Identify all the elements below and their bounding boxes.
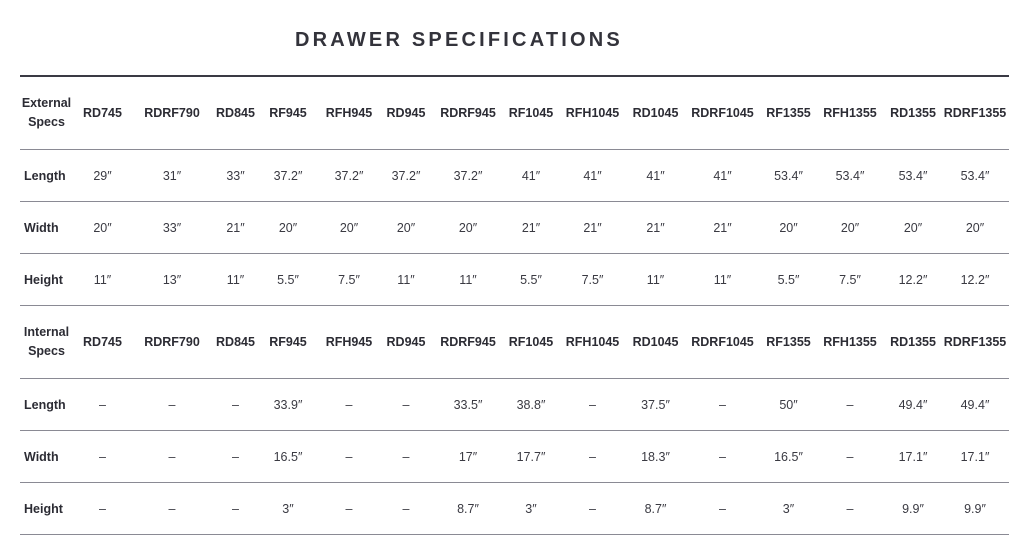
table-cell: 5.5″ <box>505 254 557 306</box>
table-cell: 20″ <box>815 202 885 254</box>
table-cell: – <box>815 483 885 535</box>
model-header: RD1045 <box>628 306 683 379</box>
table-cell: 3″ <box>762 483 815 535</box>
table-cell: 53.4″ <box>885 150 941 202</box>
model-header: RDRF1045 <box>683 306 762 379</box>
table-cell: 21″ <box>212 202 259 254</box>
row-label: Length <box>20 379 73 431</box>
model-header: RF1355 <box>762 306 815 379</box>
model-header: RDRF1045 <box>683 76 762 150</box>
table-cell: 41″ <box>683 150 762 202</box>
table-cell: – <box>212 379 259 431</box>
table-cell: 5.5″ <box>259 254 317 306</box>
table-cell: – <box>132 483 212 535</box>
table-cell: 33.9″ <box>259 379 317 431</box>
table-cell: 21″ <box>557 202 628 254</box>
table-cell: 5.5″ <box>762 254 815 306</box>
model-header: RFH1045 <box>557 76 628 150</box>
model-header: RD745 <box>73 306 132 379</box>
table-cell: 20″ <box>431 202 505 254</box>
table-cell: – <box>132 431 212 483</box>
table-cell: 37.2″ <box>317 150 381 202</box>
table-cell: 18.3″ <box>628 431 683 483</box>
table-cell: 17.7″ <box>505 431 557 483</box>
table-cell: – <box>73 483 132 535</box>
table-cell: 8.7″ <box>628 483 683 535</box>
table-cell: 11″ <box>212 254 259 306</box>
model-header: RDRF790 <box>132 306 212 379</box>
model-header: RD945 <box>381 76 431 150</box>
table-cell: – <box>317 431 381 483</box>
model-header: RD1045 <box>628 76 683 150</box>
model-header: RF1045 <box>505 76 557 150</box>
table-cell: 7.5″ <box>557 254 628 306</box>
table-cell: 21″ <box>683 202 762 254</box>
table-cell: – <box>557 379 628 431</box>
table-cell: – <box>212 483 259 535</box>
table-cell: 20″ <box>885 202 941 254</box>
section-header-row <box>20 76 1009 150</box>
table-cell: – <box>381 379 431 431</box>
model-header: RFH945 <box>317 306 381 379</box>
table-cell: – <box>381 483 431 535</box>
table-cell: 41″ <box>505 150 557 202</box>
model-header: RFH1355 <box>815 76 885 150</box>
table-cell: – <box>557 431 628 483</box>
model-header: RD745 <box>73 76 132 150</box>
section-label: Internal Specs <box>20 306 73 379</box>
row-label: Height <box>20 254 73 306</box>
model-header: RF1355 <box>762 76 815 150</box>
table-cell: 21″ <box>505 202 557 254</box>
model-header: RDRF945 <box>431 306 505 379</box>
table-cell: 3″ <box>259 483 317 535</box>
table-cell: 33″ <box>212 150 259 202</box>
table-row <box>20 150 1009 202</box>
table-cell: 20″ <box>381 202 431 254</box>
table-cell: 17.1″ <box>941 431 1009 483</box>
drawer-specifications-table <box>20 75 1009 535</box>
table-cell: 9.9″ <box>941 483 1009 535</box>
table-cell: 11″ <box>431 254 505 306</box>
model-header: RFH945 <box>317 76 381 150</box>
table-cell: 7.5″ <box>815 254 885 306</box>
model-header: RF945 <box>259 306 317 379</box>
table-cell: – <box>683 431 762 483</box>
table-cell: 37.2″ <box>431 150 505 202</box>
table-cell: 29″ <box>73 150 132 202</box>
table-row <box>20 379 1009 431</box>
model-header: RDRF790 <box>132 76 212 150</box>
table-cell: 49.4″ <box>941 379 1009 431</box>
table-cell: 9.9″ <box>885 483 941 535</box>
table-cell: 17.1″ <box>885 431 941 483</box>
model-header: RF1045 <box>505 306 557 379</box>
table-cell: 11″ <box>628 254 683 306</box>
table-cell: 31″ <box>132 150 212 202</box>
table-cell: 3″ <box>505 483 557 535</box>
table-cell: 20″ <box>259 202 317 254</box>
table-cell: – <box>317 483 381 535</box>
table-cell: 20″ <box>762 202 815 254</box>
table-cell: 7.5″ <box>317 254 381 306</box>
table-cell: 20″ <box>317 202 381 254</box>
model-header: RD845 <box>212 306 259 379</box>
table-cell: – <box>815 379 885 431</box>
table-cell: – <box>212 431 259 483</box>
table-cell: 49.4″ <box>885 379 941 431</box>
model-header: RDRF1355 <box>941 306 1009 379</box>
table-cell: 41″ <box>628 150 683 202</box>
table-cell: 8.7″ <box>431 483 505 535</box>
table-cell: – <box>557 483 628 535</box>
model-header: RD1355 <box>885 306 941 379</box>
table-cell: – <box>815 431 885 483</box>
table-cell: – <box>683 483 762 535</box>
table-cell: 37.5″ <box>628 379 683 431</box>
table-cell: 11″ <box>683 254 762 306</box>
row-label: Length <box>20 150 73 202</box>
table-cell: – <box>317 379 381 431</box>
model-header: RD1355 <box>885 76 941 150</box>
table-cell: 13″ <box>132 254 212 306</box>
model-header: RFH1355 <box>815 306 885 379</box>
model-header: RDRF1355 <box>941 76 1009 150</box>
table-cell: 53.4″ <box>941 150 1009 202</box>
table-cell: 12.2″ <box>941 254 1009 306</box>
table-cell: 20″ <box>73 202 132 254</box>
table-cell: – <box>73 431 132 483</box>
table-cell: 53.4″ <box>762 150 815 202</box>
row-label: Height <box>20 483 73 535</box>
table-cell: 37.2″ <box>259 150 317 202</box>
table-cell: – <box>73 379 132 431</box>
table-cell: 37.2″ <box>381 150 431 202</box>
section-label: External Specs <box>20 76 73 150</box>
table-cell: 50″ <box>762 379 815 431</box>
table-cell: 17″ <box>431 431 505 483</box>
table-row <box>20 254 1009 306</box>
table-cell: 11″ <box>381 254 431 306</box>
row-label: Width <box>20 431 73 483</box>
table-row <box>20 483 1009 535</box>
table-cell: 33.5″ <box>431 379 505 431</box>
model-header: RD945 <box>381 306 431 379</box>
table-cell: – <box>683 379 762 431</box>
table-row <box>20 431 1009 483</box>
table-cell: 38.8″ <box>505 379 557 431</box>
table-cell: 16.5″ <box>259 431 317 483</box>
page-title: DRAWER SPECIFICATIONS <box>295 29 623 51</box>
table-cell: 41″ <box>557 150 628 202</box>
model-header: RD845 <box>212 76 259 150</box>
table-cell: 11″ <box>73 254 132 306</box>
section-header-row <box>20 306 1009 379</box>
table-cell: – <box>132 379 212 431</box>
table-cell: 53.4″ <box>815 150 885 202</box>
table-cell: – <box>381 431 431 483</box>
table-cell: 12.2″ <box>885 254 941 306</box>
table-row <box>20 202 1009 254</box>
model-header: RF945 <box>259 76 317 150</box>
table-cell: 20″ <box>941 202 1009 254</box>
model-header: RFH1045 <box>557 306 628 379</box>
model-header: RDRF945 <box>431 76 505 150</box>
table-cell: 21″ <box>628 202 683 254</box>
row-label: Width <box>20 202 73 254</box>
table-cell: 33″ <box>132 202 212 254</box>
table-cell: 16.5″ <box>762 431 815 483</box>
